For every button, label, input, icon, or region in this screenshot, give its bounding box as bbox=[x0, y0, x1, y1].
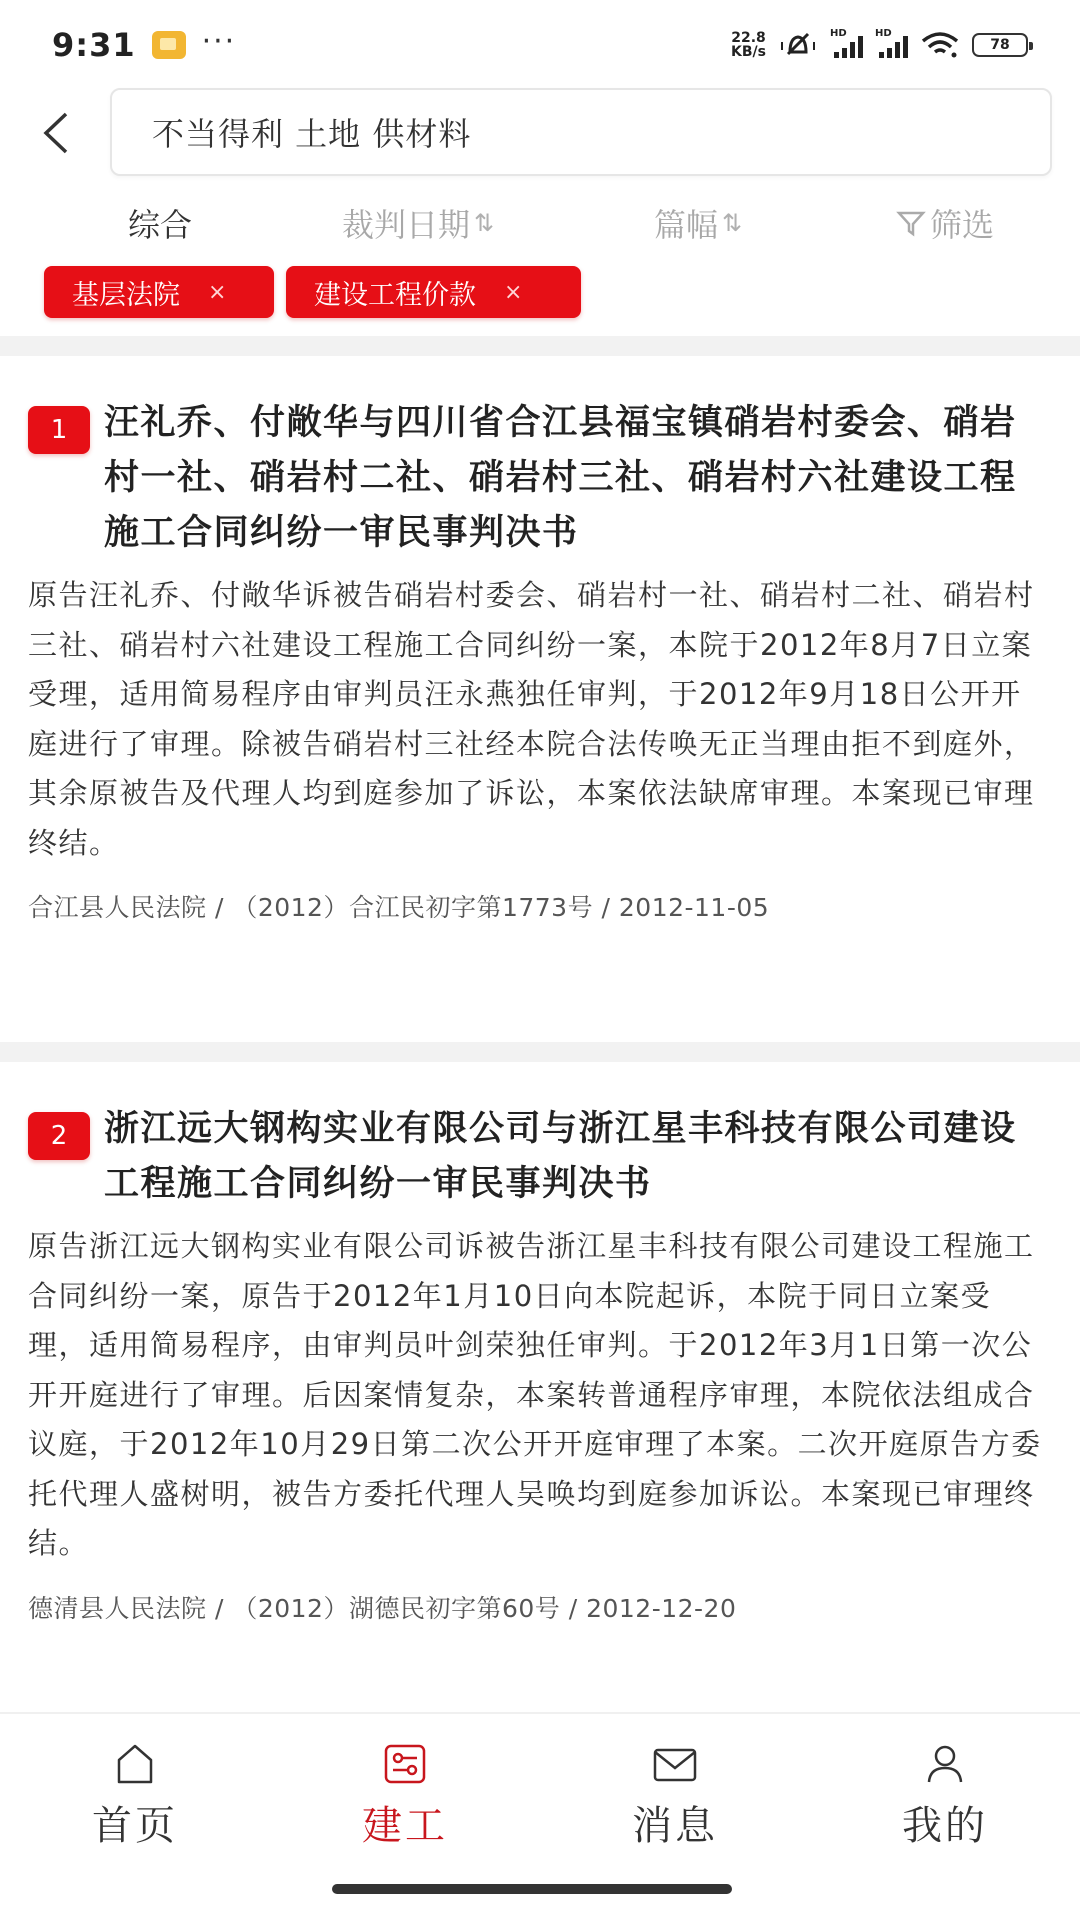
filter-label: 筛选 bbox=[930, 206, 995, 244]
sort-arrows-icon: ⇅ bbox=[474, 209, 495, 237]
construction-icon bbox=[382, 1742, 428, 1786]
network-speed bbox=[731, 31, 766, 59]
sort-tab-length[interactable] bbox=[654, 200, 742, 246]
status-time: 9:31 bbox=[52, 26, 136, 64]
mail-icon bbox=[652, 1742, 698, 1786]
nav-construction[interactable] bbox=[270, 1714, 540, 1872]
back-button[interactable] bbox=[0, 88, 110, 178]
filter-icon bbox=[896, 208, 926, 238]
sort-bar bbox=[0, 190, 1080, 252]
hd-label: HD bbox=[830, 28, 847, 39]
close-icon[interactable]: × bbox=[208, 279, 227, 305]
nav-label: 首页 bbox=[92, 1803, 178, 1849]
rank-badge: 2 bbox=[28, 1112, 90, 1160]
chevron-left-icon bbox=[40, 110, 70, 156]
filter-chip-grassroots-court[interactable] bbox=[44, 266, 274, 318]
result-summary: 原告浙江远大钢构实业有限公司诉被告浙江星丰科技有限公司建设工程施工合同纠纷一案，原告于2012年1月10日向本院起诉，本院于同日立案受理，适用简易程序，由审判员叶剑荣独任审判。于2012年3月1日第一次公开开庭进行了审理。后因案情复杂，本案转普通程序审理，本院依法组成合议庭，于2012年10月29日第二次公开开庭审理了本案。二次开庭原告方委托代理人盛树明，被告方委托代理人吴唤均到庭参加诉讼。本案现已审理终结。 bbox=[28, 1229, 1042, 1560]
divider bbox=[0, 1042, 1080, 1062]
search-input[interactable] bbox=[110, 88, 1052, 176]
search-query: 不当得利 土地 供材料 bbox=[152, 115, 472, 153]
cellular-signal-1-icon bbox=[830, 28, 863, 58]
sort-tab-label: 篇幅 bbox=[654, 206, 719, 244]
nav-messages[interactable] bbox=[540, 1714, 810, 1872]
nav-profile[interactable] bbox=[810, 1714, 1080, 1872]
nav-label: 我的 bbox=[902, 1803, 988, 1849]
bottom-nav bbox=[0, 1712, 1080, 1872]
chip-label: 基层法院 bbox=[72, 279, 180, 311]
battery-icon bbox=[972, 33, 1028, 57]
close-icon[interactable]: × bbox=[504, 279, 523, 305]
more-notifications-icon: ··· bbox=[201, 23, 237, 59]
sort-tab-judgment-date[interactable] bbox=[342, 200, 494, 246]
result-card[interactable] bbox=[0, 1102, 1080, 1625]
battery-level: 78 bbox=[990, 37, 1010, 53]
filter-button[interactable] bbox=[896, 200, 994, 246]
filter-chip-construction-price[interactable] bbox=[286, 266, 581, 318]
search-header bbox=[0, 88, 1080, 178]
sort-arrows-icon: ⇅ bbox=[722, 209, 743, 237]
result-meta: 合江县人民法院 / （2012）合江民初字第1773号 / 2012-11-05 bbox=[28, 893, 770, 922]
result-card[interactable] bbox=[0, 396, 1080, 924]
result-title[interactable]: 汪礼乔、付敞华与四川省合江县福宝镇硝岩村委会、硝岩村一社、硝岩村二社、硝岩村三社、硝岩村六社建设工程施工合同纠纷一审民事判决书 bbox=[104, 403, 1017, 553]
rank-badge: 1 bbox=[28, 406, 90, 454]
result-meta: 德清县人民法院 / （2012）湖德民初字第60号 / 2012-12-20 bbox=[28, 1593, 737, 1623]
nav-label: 消息 bbox=[632, 1803, 718, 1849]
home-icon bbox=[112, 1742, 158, 1786]
notification-message-icon bbox=[152, 31, 186, 59]
sort-tab-label: 综合 bbox=[128, 206, 193, 244]
hd-label: HD bbox=[875, 28, 892, 39]
divider bbox=[0, 336, 1080, 356]
mute-bell-icon bbox=[778, 30, 818, 60]
network-speed-value: 22.8 bbox=[731, 30, 766, 46]
cellular-signal-2-icon bbox=[875, 28, 908, 58]
user-icon bbox=[922, 1742, 968, 1786]
result-summary: 原告汪礼乔、付敞华诉被告硝岩村委会、硝岩村一社、硝岩村二社、硝岩村三社、硝岩村六社建设工程施工合同纠纷一案，本院于2012年8月7日立案受理，适用简易程序由审判员汪永燕独任审判，于2012年9月18日公开开庭进行了审理。除被告硝岩村三社经本院合法传唤无正当理由拒不到庭外，其余原被告及代理人均到庭参加了诉讼，本案依法缺席审理。本案现已审理终结。 bbox=[28, 578, 1035, 860]
sort-tab-label: 裁判日期 bbox=[342, 206, 471, 244]
nav-home[interactable] bbox=[0, 1714, 270, 1872]
home-indicator[interactable] bbox=[332, 1884, 732, 1894]
network-speed-unit: KB/s bbox=[731, 44, 766, 60]
nav-label: 建工 bbox=[362, 1803, 448, 1849]
wifi-icon bbox=[920, 31, 960, 59]
sort-tab-comprehensive[interactable] bbox=[128, 200, 192, 246]
active-filter-chips bbox=[44, 266, 581, 318]
result-title[interactable]: 浙江远大钢构实业有限公司与浙江星丰科技有限公司建设工程施工合同纠纷一审民事判决书 bbox=[104, 1109, 1017, 1204]
chip-label: 建设工程价款 bbox=[314, 279, 476, 311]
status-bar bbox=[0, 0, 1080, 90]
